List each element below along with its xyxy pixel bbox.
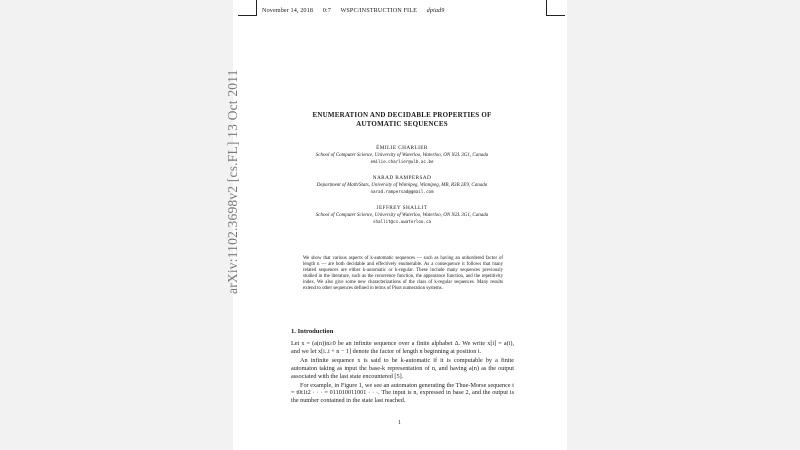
- header-date: November 14, 2018: [262, 7, 314, 14]
- running-header: [262, 7, 452, 14]
- author-email: shallit@cs.uwaterloo.ca: [373, 219, 431, 224]
- author-1: [290, 145, 514, 165]
- section-body: [291, 340, 514, 405]
- crop-mark-right: [546, 0, 547, 16]
- crop-mark-left: [256, 0, 257, 16]
- author-email: emilie.charlier@ulb.ac.be: [370, 159, 434, 164]
- author-3: [290, 205, 514, 225]
- header-journal: WSPC/INSTRUCTION FILE: [340, 7, 417, 14]
- body-paragraph: Let x = (a(n))n≥0 be an infinite sequence over a finite alphabet Δ. We write x[i] = a(i), and we let x[i..i + n − 1] denote the factor of length n beginning at position i.: [291, 340, 514, 355]
- page-number: 1: [398, 420, 401, 426]
- paper-title: ENUMERATION AND DECIDABLE PROPERTIES OF AUTOMATIC SEQUENCES: [312, 111, 492, 128]
- body-paragraph: An infinite sequence x is said to be k-automatic if it is computable by a finite automaton taking as input the base-k representation of n, and having a(n) as the output associated with the last state encountered [5].: [291, 356, 514, 380]
- author-name: JEFFREY SHALLIT: [376, 205, 428, 211]
- author-name: ÉMILIE CHARLIER: [376, 145, 428, 151]
- author-name: NARAD RAMPERSAD: [372, 175, 432, 181]
- header-time: 0:7: [322, 7, 331, 14]
- body-paragraph: For example, in Figure 1, we see an automaton generating the Thue-Morse sequence t = t0t1t2 · · · = 011010011001 · · ·. The input is n, expressed in base 2, and the output is the number contained in the state last reached.: [291, 381, 514, 405]
- abstract-text: We show that various aspects of k-automatic sequences — such as having an unbordered factor of length n — are both decidable and effectively enumerable. As a consequence it follows that many related sequences are either k-automatic or k-regular. These include many sequences previously studied in the literature, such as the recurrence function, the appearance function, and the repetitivity index. We also give some new characterizations of the class of k-regular sequences. Many results extend to other sequences defined in terms of Pisot numeration systems.: [303, 256, 503, 292]
- author-affiliation: School of Computer Science, University of Waterloo, Waterloo, ON N2L 3G1, Canada: [315, 213, 489, 218]
- crop-mark-top-right: [546, 15, 565, 16]
- abstract: [303, 256, 503, 293]
- header-file: dpiad9: [426, 7, 445, 14]
- author-affiliation: Department of Math/Stats, University of Winnipeg, Winnipeg, MB, R3B 2E9, Canada: [316, 183, 488, 188]
- arxiv-stamp: arXiv:1102.3698v2 [cs.FL] 13 Oct 2011: [225, 69, 240, 294]
- author-affiliation: School of Computer Science, University of Waterloo, Waterloo, ON N2L 3G1, Canada: [315, 153, 489, 158]
- author-2: [290, 175, 514, 195]
- author-email: narad.rampersad@gmail.com: [370, 189, 434, 194]
- crop-mark-top-left: [238, 15, 257, 16]
- section-heading: 1. Introduction: [291, 328, 334, 335]
